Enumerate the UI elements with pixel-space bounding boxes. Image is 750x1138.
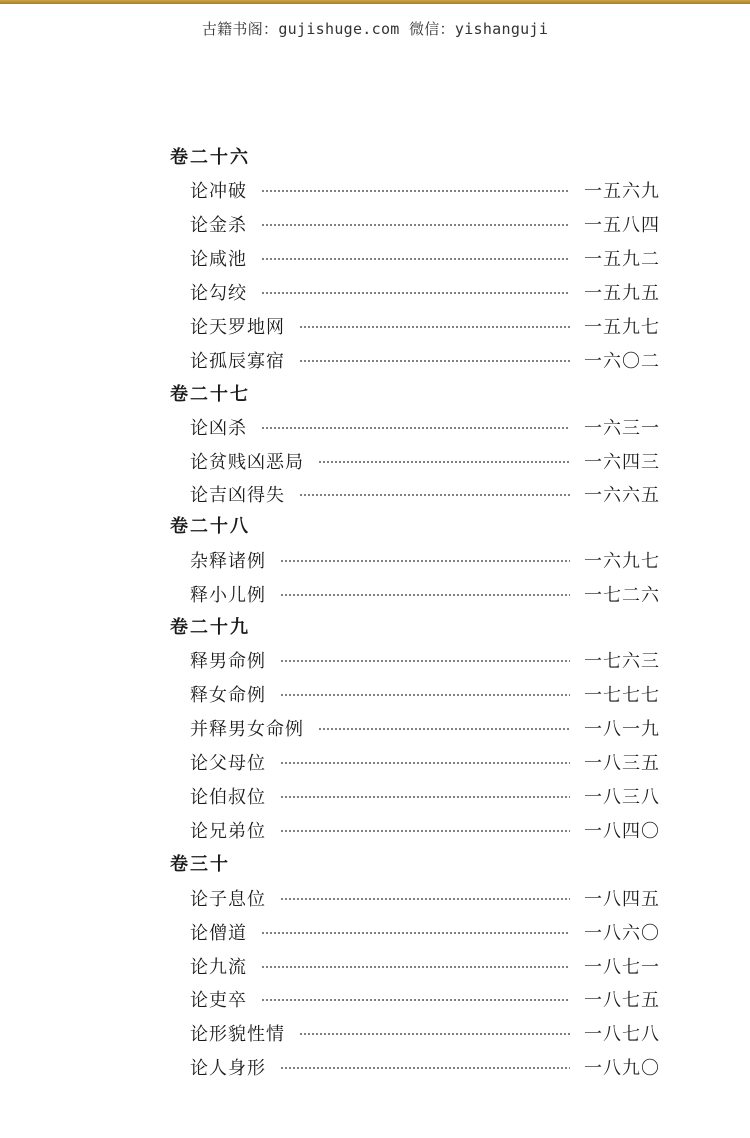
- entry-title: 论冲破: [190, 181, 247, 202]
- volume-heading: 卷三十: [170, 854, 230, 875]
- toc-entry[interactable]: [190, 917, 660, 947]
- toc-entry[interactable]: [190, 412, 660, 442]
- entry-page: 一五八四: [584, 215, 660, 236]
- entry-page: 一八七八: [584, 1024, 660, 1045]
- toc-entry[interactable]: [190, 175, 660, 205]
- leader-dots: [280, 898, 570, 900]
- leader-dots: [280, 762, 570, 764]
- entry-title: 并释男女命例: [190, 719, 304, 740]
- volume-heading: 卷二十九: [170, 617, 250, 638]
- volume-heading: 卷二十六: [170, 147, 250, 168]
- toc-entry[interactable]: [190, 243, 660, 273]
- entry-title: 论九流: [190, 957, 247, 978]
- leader-dots: [261, 190, 570, 192]
- entry-title: 论咸池: [190, 249, 247, 270]
- entry-title: 论僧道: [190, 923, 247, 944]
- entry-page: 一八七五: [584, 990, 660, 1011]
- entry-title: 论伯叔位: [190, 787, 266, 808]
- entry-title: 论勾绞: [190, 283, 247, 304]
- entry-title: 论天罗地网: [190, 317, 285, 338]
- entry-title: 论兄弟位: [190, 821, 266, 842]
- entry-title: 论金杀: [190, 215, 247, 236]
- leader-dots: [261, 292, 570, 294]
- toc-entry[interactable]: [190, 277, 660, 307]
- leader-dots: [261, 932, 570, 934]
- leader-dots: [318, 728, 570, 730]
- leader-dots: [318, 461, 570, 463]
- entry-title: 论形貌性情: [190, 1024, 285, 1045]
- entry-title: 论凶杀: [190, 418, 247, 439]
- toc-entry[interactable]: [190, 645, 660, 675]
- top-border: [0, 0, 750, 4]
- leader-dots: [299, 1033, 570, 1035]
- volume-heading: 卷二十七: [170, 384, 250, 405]
- leader-dots: [261, 258, 570, 260]
- watermark-text: 古籍书阁：gujishuge.com 微信：yishanguji: [201, 20, 549, 38]
- toc-entry[interactable]: [190, 1052, 660, 1082]
- entry-page: 一七二六: [584, 585, 660, 606]
- entry-title: 杂释诸例: [190, 551, 266, 572]
- leader-dots: [280, 796, 570, 798]
- toc-entry[interactable]: [190, 781, 660, 811]
- toc-entry[interactable]: [190, 815, 660, 845]
- toc-entry[interactable]: [190, 951, 660, 981]
- toc-entry[interactable]: [190, 579, 660, 609]
- entry-title: 论吏卒: [190, 990, 247, 1011]
- toc-entry[interactable]: [190, 1018, 660, 1048]
- toc-entry[interactable]: [190, 883, 660, 913]
- toc-entry[interactable]: [190, 209, 660, 239]
- toc-entry[interactable]: [190, 479, 660, 509]
- leader-dots: [261, 999, 570, 1001]
- toc-entry[interactable]: [190, 311, 660, 341]
- leader-dots: [280, 830, 570, 832]
- entry-page: 一六〇二: [584, 351, 660, 372]
- entry-page: 一八三八: [584, 787, 660, 808]
- entry-page: 一八四五: [584, 889, 660, 910]
- entry-title: 论人身形: [190, 1058, 266, 1079]
- entry-page: 一八九〇: [584, 1058, 660, 1079]
- entry-page: 一八三五: [584, 753, 660, 774]
- toc-entry[interactable]: [190, 984, 660, 1014]
- toc-entry[interactable]: [190, 679, 660, 709]
- leader-dots: [280, 594, 570, 596]
- entry-page: 一六四三: [584, 452, 660, 473]
- leader-dots: [280, 694, 570, 696]
- entry-page: 一六九七: [584, 551, 660, 572]
- entry-page: 一六三一: [584, 418, 660, 439]
- entry-page: 一五九二: [584, 249, 660, 270]
- leader-dots: [261, 966, 570, 968]
- entry-page: 一八一九: [584, 719, 660, 740]
- entry-title: 释男命例: [190, 651, 266, 672]
- leader-dots: [261, 224, 570, 226]
- entry-title: 论吉凶得失: [190, 485, 285, 506]
- leader-dots: [280, 660, 570, 662]
- leader-dots: [299, 326, 570, 328]
- entry-title: 释女命例: [190, 685, 266, 706]
- toc-entry[interactable]: [190, 345, 660, 375]
- entry-title: 论子息位: [190, 889, 266, 910]
- entry-page: 一六六五: [584, 485, 660, 506]
- entry-page: 一七六三: [584, 651, 660, 672]
- leader-dots: [299, 360, 570, 362]
- entry-title: 论父母位: [190, 753, 266, 774]
- toc-entry[interactable]: [190, 545, 660, 575]
- leader-dots: [299, 494, 570, 496]
- entry-title: 论孤辰寡宿: [190, 351, 285, 372]
- volume-heading: 卷二十八: [170, 516, 250, 537]
- entry-page: 一八四〇: [584, 821, 660, 842]
- toc-entry[interactable]: [190, 747, 660, 777]
- entry-page: 一五九七: [584, 317, 660, 338]
- leader-dots: [280, 1067, 570, 1069]
- entry-page: 一五九五: [584, 283, 660, 304]
- entry-title: 论贫贱凶恶局: [190, 452, 304, 473]
- entry-page: 一八六〇: [584, 923, 660, 944]
- entry-page: 一八七一: [584, 957, 660, 978]
- entry-page: 一七七七: [584, 685, 660, 706]
- entry-title: 释小儿例: [190, 585, 266, 606]
- leader-dots: [280, 560, 570, 562]
- leader-dots: [261, 427, 570, 429]
- entry-page: 一五六九: [584, 181, 660, 202]
- toc-entry[interactable]: [190, 446, 660, 476]
- toc-entry[interactable]: [190, 713, 660, 743]
